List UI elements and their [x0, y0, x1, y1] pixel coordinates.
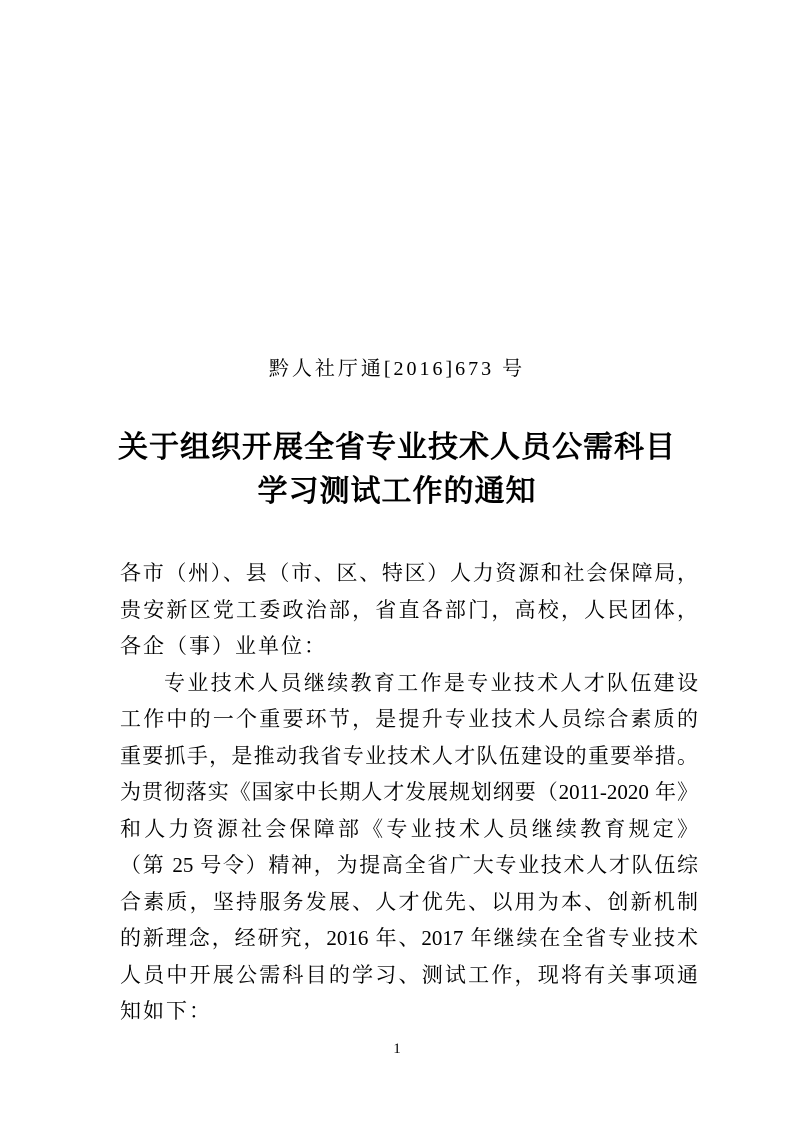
body-line: 各企（事）业单位：	[120, 634, 327, 658]
body-line: 为贯彻落实《国家中长期人才发展规划纲要（2011-2020 年》	[120, 780, 698, 804]
body-line: 和人力资源社会保障部《专业技术人员继续教育规定》	[120, 816, 698, 841]
page-number: 1	[393, 1041, 401, 1057]
body-line: 知如下：	[120, 999, 212, 1023]
document-body	[120, 555, 698, 1030]
body-line: （第 25 号令）精神，为提高全省广大专业技术人才队伍综	[120, 853, 698, 877]
body-line: 合素质，坚持服务发展、人才优先、以用为本、创新机制	[120, 889, 698, 914]
title-line: 学习测试工作的通知	[257, 475, 537, 508]
body-line: 工作中的一个重要环节，是提升专业技术人员综合素质的	[120, 707, 698, 731]
body-line: 贵安新区党工委政治部，省直各部门，高校，人民团体，	[120, 597, 698, 622]
title-line: 关于组织开展全省专业技术人员公需科目	[118, 431, 676, 464]
body-line: 的新理念，经研究，2016 年、2017 年继续在全省专业技术	[120, 926, 698, 950]
document-title	[0, 426, 794, 514]
document-number: 黔人社厅通[2016]673 号	[268, 358, 526, 380]
body-line: 人员中开展公需科目的学习、测试工作，现将有关事项通	[120, 962, 698, 987]
body-line: 专业技术人员继续教育工作是专业技术人才队伍建设	[164, 670, 698, 695]
body-line: 重要抓手，是推动我省专业技术人才队伍建设的重要举措。	[120, 743, 698, 768]
body-line: 各市（州）、县（市、区、特区）人力资源和社会保障局，	[120, 561, 698, 585]
